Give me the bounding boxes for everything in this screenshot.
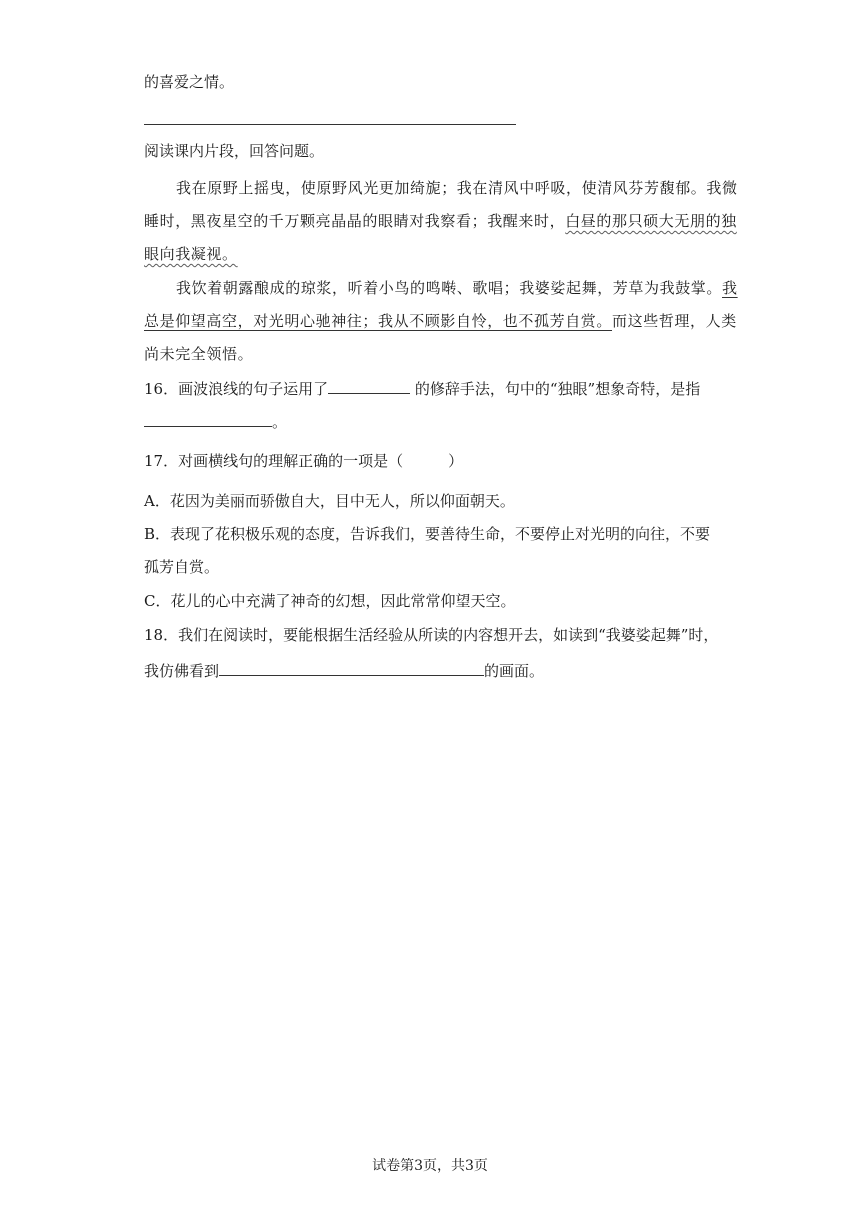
- underlined-sentence: 我: [722, 279, 738, 297]
- q18-text: 我仿佛看到: [144, 662, 220, 680]
- answer-rule: [144, 124, 516, 125]
- q16-text: 16．画波浪线的句子运用了: [144, 380, 329, 398]
- option-b-cont[interactable]: 孤芳自赏。: [144, 558, 220, 576]
- wavy-underlined-sentence: 白昼的那只硕大无朋的独: [565, 212, 737, 230]
- passage-line: [144, 244, 238, 264]
- question-17: 17．对画横线句的理解正确的一项是（ ）: [144, 452, 464, 470]
- passage-text: 睡时，黑夜星空的千万颗亮晶晶的眼睛对我察看；我醒来时，: [144, 212, 566, 230]
- answer-blank[interactable]: [328, 377, 410, 394]
- question-18: 18．我们在阅读时，要能根据生活经验从所读的内容想开去，如读到“我婆娑起舞”时，: [144, 626, 719, 644]
- passage-line: [144, 211, 737, 231]
- reading-instruction: 阅读课内片段，回答问题。: [144, 142, 325, 160]
- wavy-underlined-sentence: 眼向我凝视。: [144, 245, 238, 263]
- q18-text: 的画面。: [484, 662, 545, 680]
- passage-text: 我饮着朝露酿成的琼浆，听着小鸟的鸣啭、歌唱；我婆娑起舞，芳草为我鼓掌。: [176, 279, 723, 297]
- q16-text: 的修辞手法，句中的“独眼”想象奇特，是指: [410, 380, 701, 398]
- q16-text: 。: [272, 413, 288, 431]
- answer-blank[interactable]: [219, 659, 484, 676]
- question-16: [144, 377, 700, 399]
- passage-line: [144, 311, 737, 331]
- previous-question-tail: 的喜爱之情。: [144, 73, 235, 91]
- option-b[interactable]: B．表现了花积极乐观的态度，告诉我们，要善待生命，不要停止对光明的向往，不要: [144, 525, 711, 543]
- passage-line: 我在原野上摇曳，使原野风光更加绮旎；我在清风中呼吸，使清风芬芳馥郁。我微: [176, 179, 738, 197]
- answer-blank[interactable]: [144, 410, 272, 427]
- option-a[interactable]: A．花因为美丽而骄傲自大，目中无人，所以仰面朝天。: [144, 492, 515, 510]
- option-c[interactable]: C．花儿的心中充满了神奇的幻想，因此常常仰望天空。: [144, 592, 516, 610]
- question-16-cont: [144, 410, 287, 432]
- passage-line: [176, 278, 738, 298]
- passage-line: 尚未完全领悟。: [144, 345, 254, 363]
- underlined-sentence: 总是仰望高空，对光明心驰神往；我从不顾影自怜，也不孤芳自赏。: [144, 312, 613, 330]
- page-footer: 试卷第3页，共3页: [372, 1158, 488, 1174]
- passage-text: 而这些哲理，人类: [612, 312, 737, 330]
- question-18-cont: [144, 659, 544, 681]
